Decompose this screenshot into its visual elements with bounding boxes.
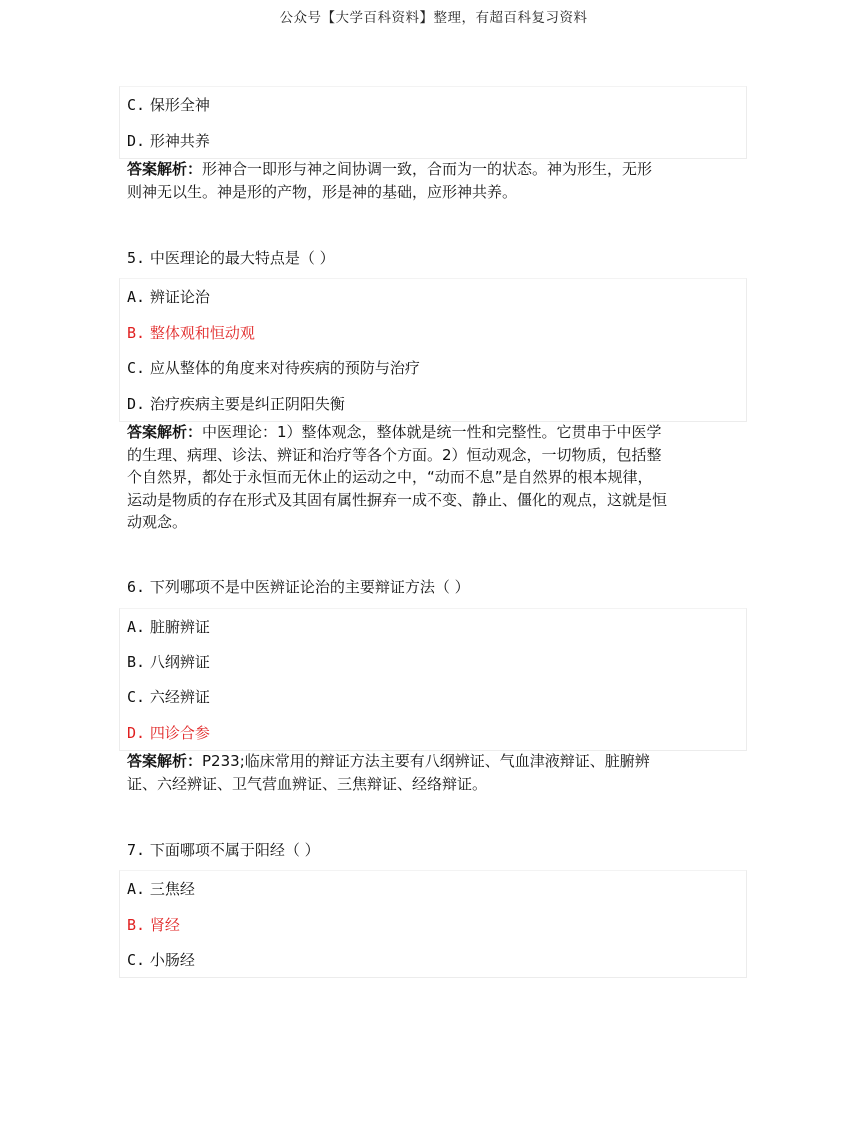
q6-options-box bbox=[119, 608, 747, 751]
q5-option-b-correct[interactable]: B. 整体观和恒动观 bbox=[127, 324, 255, 342]
q7-options-box bbox=[119, 870, 747, 978]
q4-option-c-text: 保形全神 bbox=[149, 96, 210, 114]
q7-option-c[interactable]: C. 小肠经 bbox=[127, 951, 195, 969]
q4-option-d-text: 形神共养 bbox=[149, 132, 210, 150]
q6-analysis: 答案解析：P233;临床常用的辩证方法主要有八纲辨证、气血津液辩证、脏腑辨 证、六经辨证、卫气营血辨证、三焦辩证、经络辩证。 bbox=[127, 752, 650, 793]
q5-option-c[interactable]: C. 应从整体的角度来对待疾病的预防与治疗 bbox=[127, 359, 420, 377]
q6-stem: 6. 下列哪项不是中医辨证论治的主要辩证方法（ ） bbox=[127, 578, 470, 596]
q4-analysis: 答案解析：形神合一即形与神之间协调一致，合而为一的状态。神为形生，无形 则神无以生。神是形的产物，形是神的基础，应形神共养。 bbox=[127, 160, 653, 201]
page-header: 公众号【大学百科资料】整理，有超百科复习资料 bbox=[279, 10, 588, 26]
analysis-label: 答案解析： bbox=[127, 160, 203, 178]
q7-option-b-correct[interactable]: B. 肾经 bbox=[127, 916, 180, 934]
q4-option-c[interactable]: C. 保形全神 bbox=[127, 96, 210, 114]
q6-option-a[interactable]: A. 脏腑辨证 bbox=[127, 618, 210, 636]
q6-option-c[interactable]: C. 六经辨证 bbox=[127, 688, 210, 706]
q6-option-b[interactable]: B. 八纲辨证 bbox=[127, 653, 210, 671]
q7-option-a[interactable]: A. 三焦经 bbox=[127, 880, 195, 898]
q6-option-d-correct[interactable]: D. 四诊合参 bbox=[127, 724, 210, 742]
q5-analysis: 答案解析：中医理论：1）整体观念，整体就是统一性和完整性。它贯串于中医学 的生理、病理、诊法、辨证和治疗等各个方面。2）恒动观念，一切物质，包括整 个自然界，都处于永恒而无休止的运动之中，“动而不息”是自然界的根本规律， 运动是物质的存在形式及其固有属性摒弃一成不变、静止、僵化的观点，这就是恒 动观念。 bbox=[127, 423, 668, 531]
q7-stem: 7. 下面哪项不属于阳经（ ） bbox=[127, 841, 320, 859]
q5-option-a[interactable]: A. 辨证论治 bbox=[127, 288, 210, 306]
q4-option-d[interactable]: D. 形神共养 bbox=[127, 132, 210, 150]
analysis-label: 答案解析： bbox=[127, 423, 203, 441]
analysis-label: 答案解析： bbox=[127, 752, 203, 770]
q4-options-box bbox=[119, 86, 747, 159]
q5-stem: 5. 中医理论的最大特点是（ ） bbox=[127, 249, 335, 267]
q5-option-d[interactable]: D. 治疗疾病主要是纠正阴阳失衡 bbox=[127, 395, 345, 413]
